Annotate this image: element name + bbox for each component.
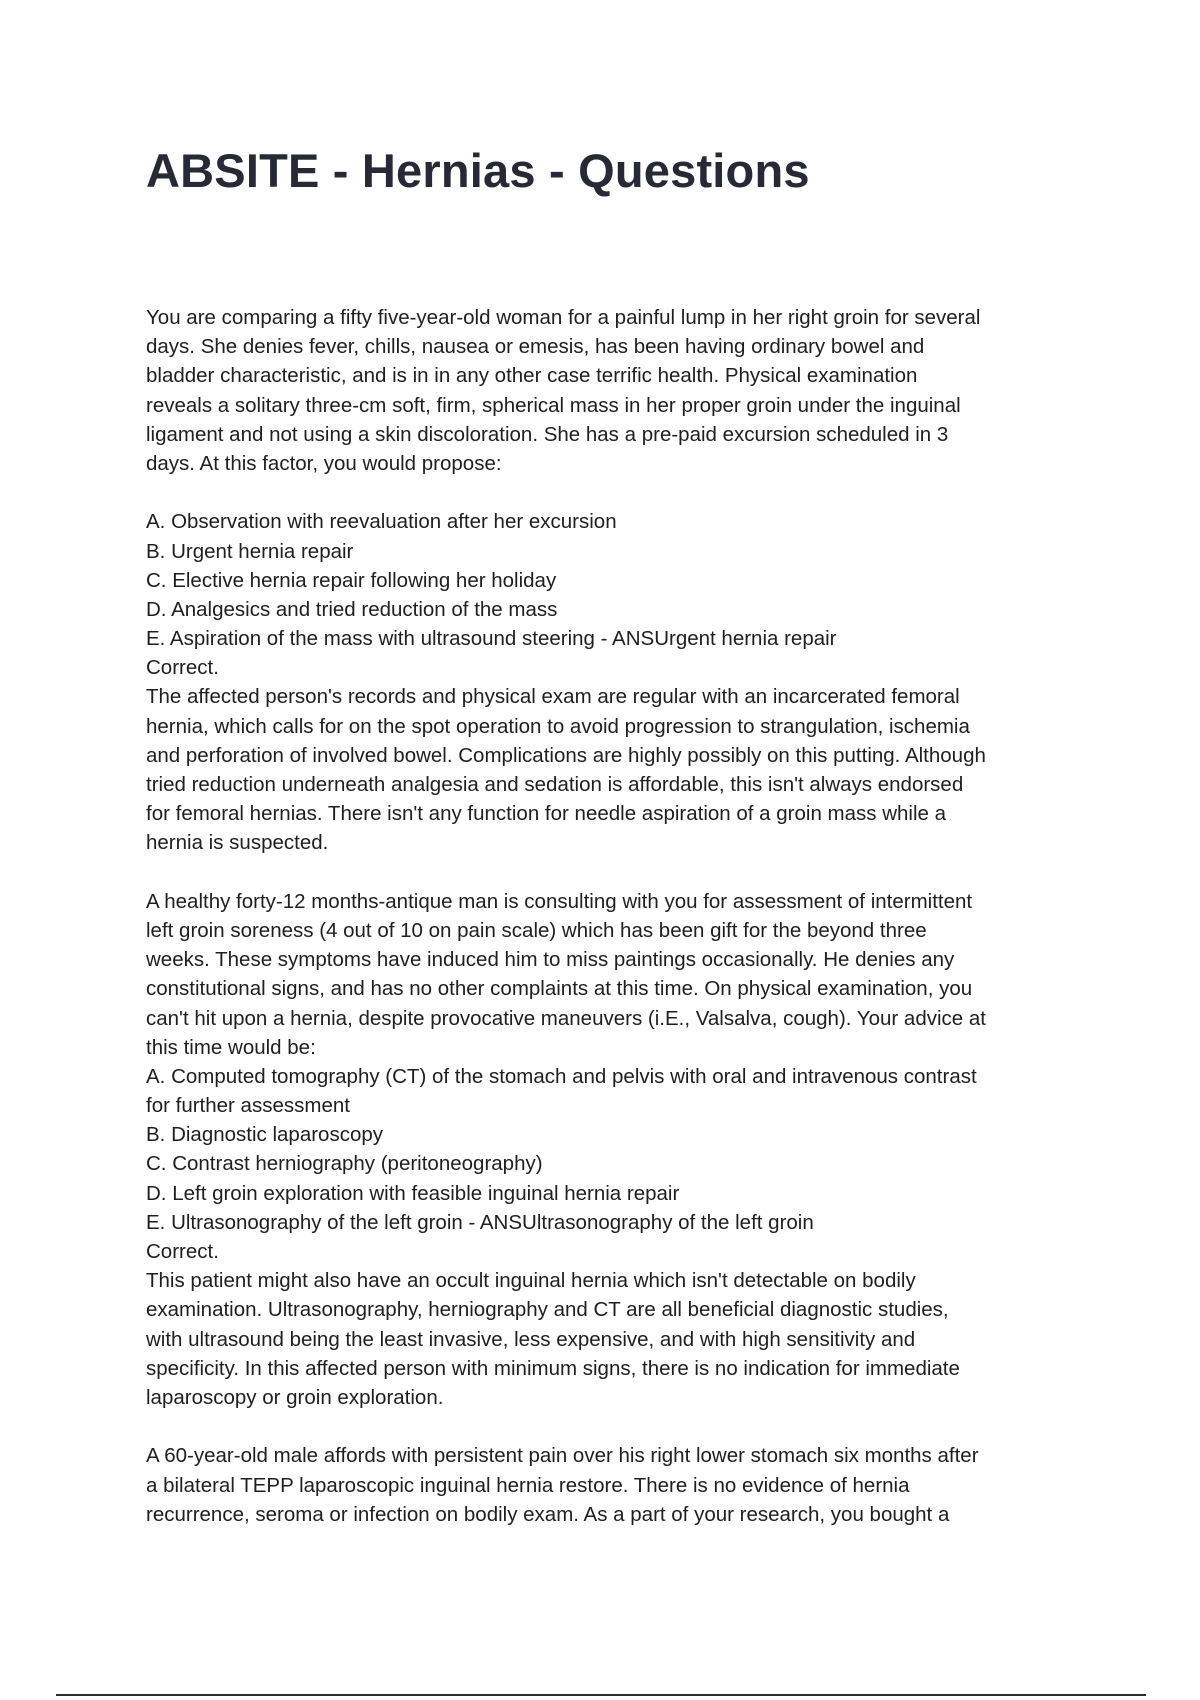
answer-option: E. Ultrasonography of the left groin - ANSUltrasonography of the left groin xyxy=(146,1210,814,1234)
paragraph-gap xyxy=(146,478,1076,507)
answer-option-continuation: for further assessment xyxy=(146,1094,350,1118)
answer-option: D. Analgesics and tried reduction of the mass xyxy=(146,597,558,621)
text-line: reveals a solitary three-cm soft, firm, spherical mass in her proper groin under the inguinal xyxy=(146,393,961,417)
text-line: tried reduction underneath analgesia and sedation is affordable, this isn't always endorsed xyxy=(146,773,964,796)
question-2-stem xyxy=(146,887,1076,1062)
answer-option: C. Contrast herniography (peritoneography) xyxy=(146,1152,543,1176)
text-line: this time would be: xyxy=(146,1035,316,1059)
text-line: constitutional signs, and has no other complaints at this time. On physical examination, you xyxy=(146,977,973,1001)
text-line: days. She denies fever, chills, nausea or emesis, has been having ordinary bowel and xyxy=(146,335,925,359)
text-line: with ultrasound being the least invasive, less expensive, and with high sensitivity and xyxy=(146,1327,916,1351)
text-line: bladder characteristic, and is in in any other case terrific health. Physical examination xyxy=(146,364,918,388)
answer-option: C. Elective hernia repair following her holiday xyxy=(146,568,557,592)
text-line: A 60-year-old male affords with persistent pain over his right lower stomach six months after xyxy=(146,1444,979,1468)
text-line: ligament and not using a skin discoloration. She has a pre-paid excursion scheduled in 3 xyxy=(146,422,949,446)
text-line: This patient might also have an occult inguinal hernia which isn't detectable on bodily xyxy=(146,1269,916,1293)
text-line: left groin soreness (4 out of 10 on pain scale) which has been gift for the beyond three xyxy=(146,918,927,942)
answer-result: Correct. xyxy=(146,656,219,680)
text-line: You are comparing a fifty five-year-old woman for a painful lump in her right groin for several xyxy=(146,306,981,329)
text-line: weeks. These symptoms have induced him to miss paintings occasionally. He denies any xyxy=(146,948,955,972)
text-line: hernia, which calls for on the spot operation to avoid progression to strangulation, ischemia xyxy=(146,714,970,738)
answer-option: B. Urgent hernia repair xyxy=(146,539,354,563)
question-2-explanation xyxy=(146,1266,1076,1412)
answer-option: E. Aspiration of the mass with ultrasound steering - ANSUrgent hernia repair xyxy=(146,627,837,651)
question-1-options xyxy=(146,507,1076,653)
question-3-stem xyxy=(146,1441,1076,1529)
question-1 xyxy=(146,303,1076,858)
text-line: for femoral hernias. There isn't any function for needle aspiration of a groin mass while a xyxy=(146,802,947,826)
text-line: hernia is suspected. xyxy=(146,831,329,855)
answer-option: A. Computed tomography (CT) of the stomach and pelvis with oral and intravenous contrast xyxy=(146,1064,977,1088)
text-line: and perforation of involved bowel. Complications are highly possibly on this putting. Although xyxy=(146,743,986,767)
text-line: A healthy forty-12 months-antique man is consulting with you for assessment of intermittent xyxy=(146,889,973,913)
text-line: specificity. In this affected person with minimum signs, there is no indication for immediate xyxy=(146,1356,960,1380)
text-line: days. At this factor, you would propose: xyxy=(146,451,502,475)
document-body xyxy=(146,303,1076,1529)
text-line: a bilateral TEPP laparoscopic inguinal hernia restore. There is no evidence of hernia xyxy=(146,1473,910,1497)
answer-option: B. Diagnostic laparoscopy xyxy=(146,1123,384,1147)
text-line: recurrence, seroma or infection on bodily exam. As a part of your research, you bought a xyxy=(146,1502,950,1526)
text-line: can't hit upon a hernia, despite provocative maneuvers (i.E., Valsalva, cough). Your advice at xyxy=(146,1006,986,1030)
answer-result: Correct. xyxy=(146,1240,219,1263)
paragraph-gap xyxy=(146,858,1076,887)
question-2-options xyxy=(146,1062,1076,1237)
question-1-stem xyxy=(146,303,1076,478)
text-line: laparoscopy or groin exploration. xyxy=(146,1385,444,1409)
page-title: ABSITE - Hernias - Questions xyxy=(146,144,810,197)
answer-option: A. Observation with reevaluation after her excursion xyxy=(146,510,617,534)
footer-divider xyxy=(56,1694,1146,1696)
question-2 xyxy=(146,887,1076,1412)
text-line: The affected person's records and physical exam are regular with an incarcerated femoral xyxy=(146,685,960,709)
paragraph-gap xyxy=(146,1412,1076,1441)
question-3 xyxy=(146,1441,1076,1529)
answer-option: D. Left groin exploration with feasible inguinal hernia repair xyxy=(146,1181,680,1205)
question-1-explanation xyxy=(146,682,1076,857)
text-line: examination. Ultrasonography, herniography and CT are all beneficial diagnostic studies, xyxy=(146,1298,949,1322)
